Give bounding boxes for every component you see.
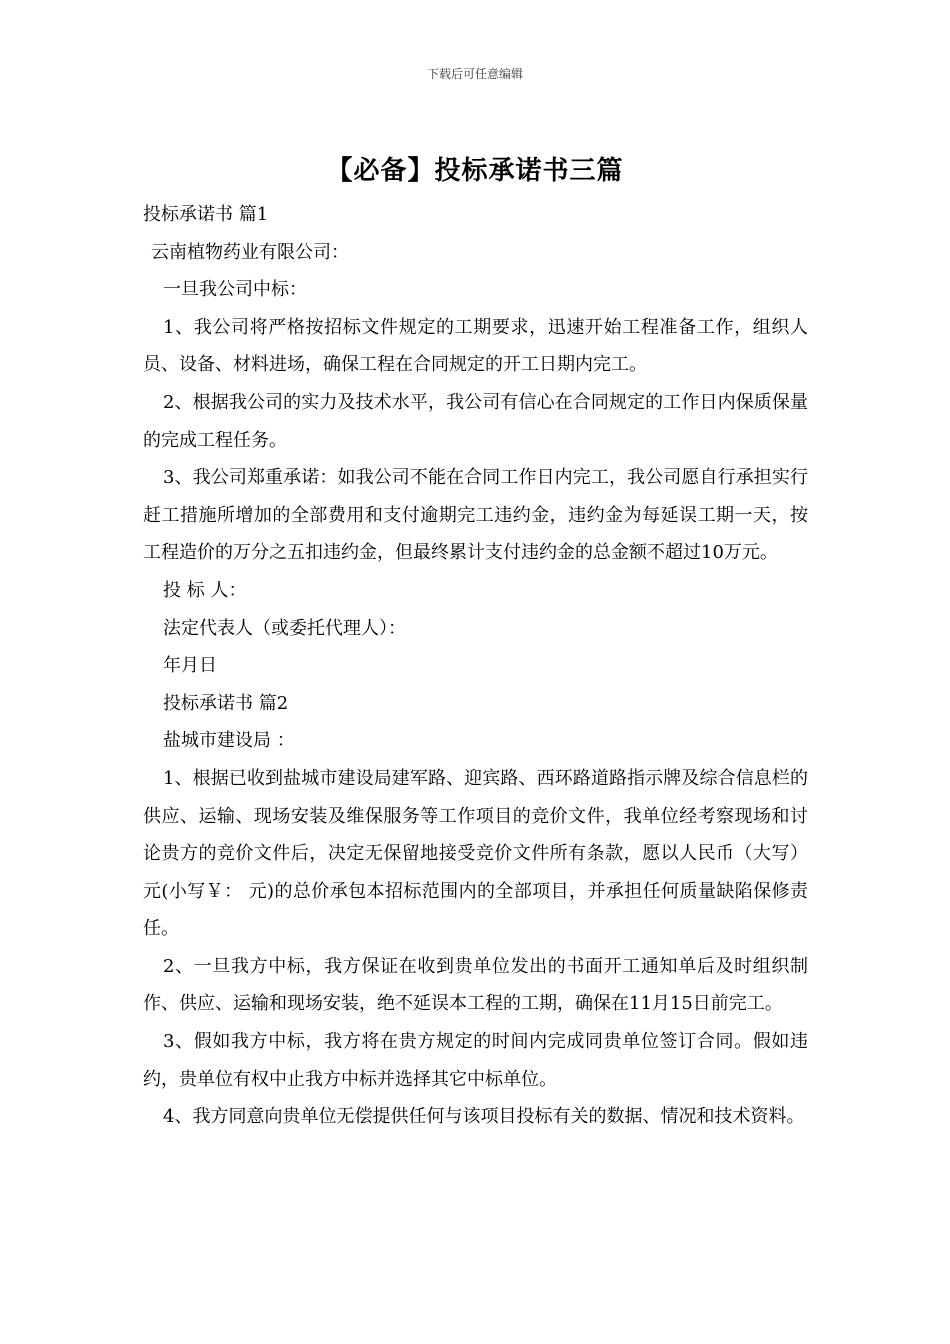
section-heading-1: 投标承诺书 篇1 (143, 204, 269, 225)
signature-date: 年月日 (163, 655, 217, 677)
signature-bidder: 投 标 人： (163, 579, 247, 601)
paragraph: 1、我公司将严格按招标文件规定的工期要求，迅速开始工程准备工作，组织人员、设备、材料进场，确保工程在合同规定的开工日期内完工。 (143, 316, 808, 376)
paragraph: 2、根据我公司的实力及技术水平，我公司有信心在合同规定的工作日内保质保量的完成工程任务。 (143, 391, 808, 451)
paragraph: 1、根据已收到盐城市建设局建军路、迎宾路、西环路道路指示牌及综合信息栏的供应、运输、现场安装及维保服务等工作项目的竞价文件，我单位经考察现场和讨论贵方的竞价文件后，决定无保留地接受竞价文件所有条款，愿以人民币（大写） 元(小写￥： 元)的总价承包本招标范围内的全部项目，并承担任何质量缺陷保修责任。 (143, 767, 808, 940)
paragraph: 一旦我公司中标： (163, 279, 307, 301)
paragraph: 2、一旦我方中标，我方保证在收到贵单位发出的书面开工通知单后及时组织制作、供应、运输和现场安装，绝不延误本工程的工期，确保在11月15日前完工。 (143, 955, 808, 1015)
paragraph: 3、假如我方中标，我方将在贵方规定的时间内完成同贵单位签订合同。假如违约，贵单位有权中止我方中标并选择其它中标单位。 (143, 1031, 808, 1090)
addressee-1: 云南植物药业有限公司： (151, 241, 349, 263)
paragraph: 4、我方同意向贵单位无偿提供任何与该项目投标有关的数据、情况和技术资料。 (163, 1106, 805, 1128)
section-heading-2: 投标承诺书 篇2 (163, 692, 289, 714)
document-body (143, 196, 808, 1136)
paragraph: 3、我公司郑重承诺：如我公司不能在合同工作日内完工，我公司愿自行承担实行赶工措施所增加的全部费用和支付逾期完工违约金，违约金为每延误工期一天，按工程造价的万分之五扣违约金，但最终累计支付违约金的总金额不超过10万元。 (143, 467, 808, 564)
document-title: 【必备】投标承诺书三篇 (326, 156, 624, 186)
page-header: 下载后可任意编辑 (426, 67, 523, 81)
addressee-2: 盐城市建设局 ： (163, 730, 295, 752)
signature-representative: 法定代表人（或委托代理人）： (163, 617, 406, 639)
